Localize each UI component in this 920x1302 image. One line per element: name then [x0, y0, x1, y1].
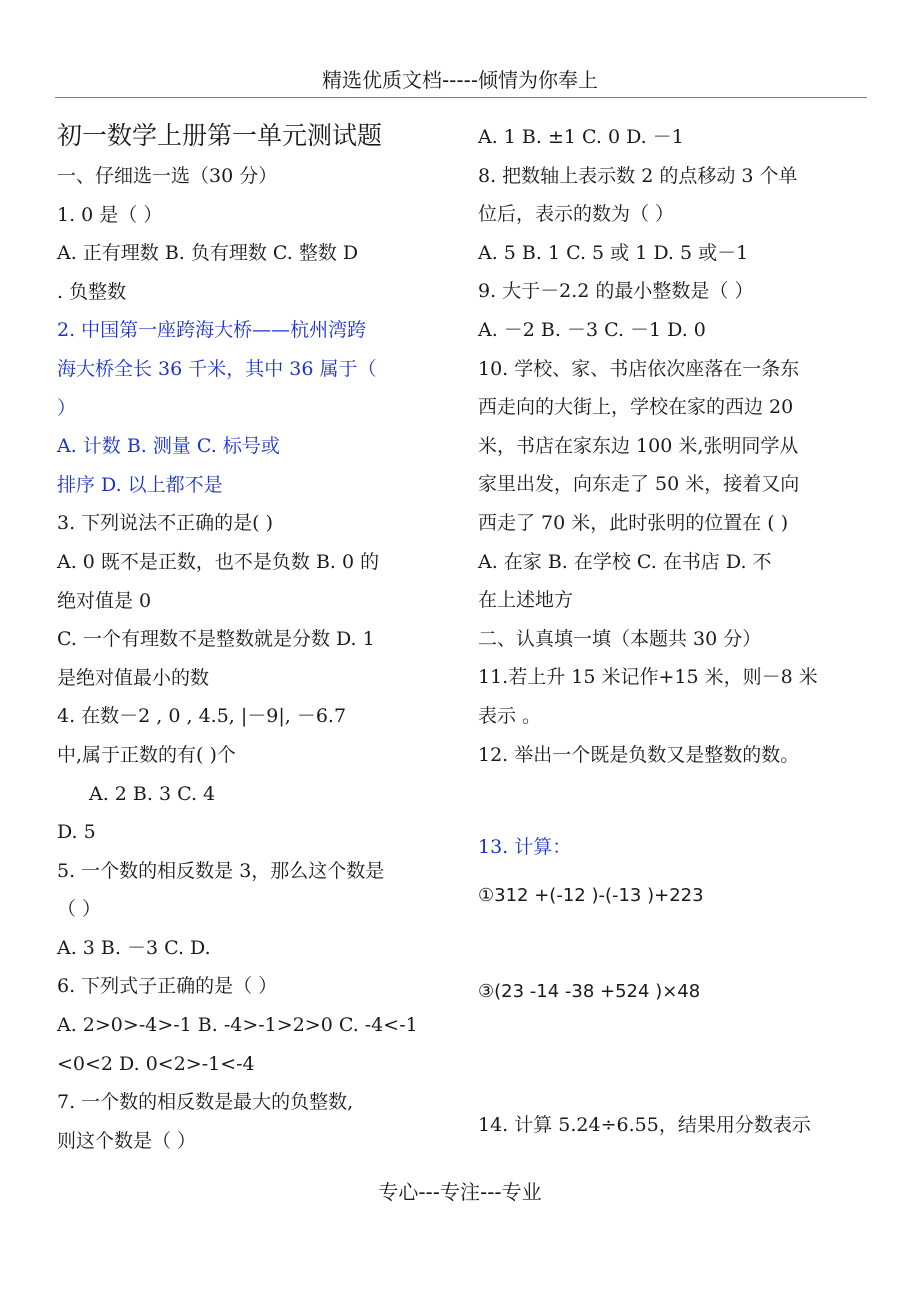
- question-8: 8. 把数轴上表示数 2 的点移动 3 个单: [478, 164, 798, 187]
- question-3-option-ab: A. 0 既不是正数，也不是负数 B. 0 的: [57, 550, 380, 573]
- section-heading-1: 一、仔细选一选（30 分）: [57, 165, 278, 187]
- right-column: [478, 118, 860, 1144]
- question-3-option-cd-cont: 是绝对值最小的数: [57, 666, 210, 689]
- question-3-option-ab-cont: 绝对值是 0: [57, 589, 152, 612]
- document-title: 初一数学上册第一单元测试题: [57, 121, 383, 150]
- question-4-options-cont: D. 5: [57, 821, 96, 844]
- question-6-options: A. 2>0>-4>-1 B. -4>-1>2>0 C. -4<-1: [57, 1014, 418, 1037]
- question-5-cont: （ ）: [57, 898, 102, 921]
- question-2-options: A. 计数 B. 测量 C. 标号或: [57, 435, 280, 458]
- question-10-cont-1: 西走向的大街上，学校在家的西边 20: [478, 396, 794, 419]
- question-2-cont: 海大桥全长 36 千米，其中 36 属于（: [57, 357, 377, 380]
- question-11-cont: 表示 。: [478, 704, 542, 727]
- question-2-cont-2: ）: [57, 396, 77, 419]
- question-7-options: A. 1 B. ±1 C. 0 D. －1: [478, 126, 684, 148]
- question-9-options: A. －2 B. －3 C. －1 D. 0: [478, 318, 706, 341]
- question-10-cont-4: 西走了 70 米，此时张明的位置在 ( ): [478, 511, 789, 534]
- question-13-part-1: ①312 +(-12 )-(-13 )+223: [478, 884, 704, 906]
- question-13-part-3: ③(23 -14 -38 +524 )×48: [478, 981, 701, 1003]
- spacer: [478, 1012, 860, 1106]
- header-divider: [55, 97, 867, 98]
- question-3: 3. 下列说法不正确的是( ): [57, 512, 274, 535]
- question-3-option-cd: C. 一个有理数不是整数就是分数 D. 1: [57, 628, 375, 651]
- question-2-options-cont: 排序 D. 以上都不是: [57, 473, 223, 496]
- question-11: 11.若上升 15 米记作+15 米，则－8 米: [478, 666, 818, 689]
- question-6: 6. 下列式子正确的是（ ）: [57, 975, 278, 998]
- question-14: 14. 计算 5.24÷6.55，结果用分数表示: [478, 1113, 811, 1136]
- question-10-options-cont: 在上述地方: [478, 589, 574, 612]
- page-header: 精选优质文档-----倾情为你奉上: [321, 68, 599, 92]
- question-5: 5. 一个数的相反数是 3，那么这个数是: [57, 859, 385, 882]
- question-6-options-cont: <0<2 D. 0<2>-1<-4: [57, 1052, 255, 1075]
- question-1-options-cont: . 负整数: [57, 280, 127, 303]
- question-12: 12. 举出一个既是负数又是整数的数。: [478, 743, 800, 766]
- question-4-options: A. 2 B. 3 C. 4: [89, 782, 216, 805]
- left-column: [57, 118, 435, 1160]
- spacer: [478, 867, 860, 877]
- question-1: 1. 0 是（ ）: [57, 203, 163, 226]
- question-13: 13. 计算：: [478, 836, 572, 859]
- question-4: 4. 在数－2 , 0 , 4.5, |－9|, －6.7: [57, 705, 347, 728]
- question-10-cont-2: 米，书店在家东边 100 米,张明同学从: [478, 434, 799, 457]
- question-8-options: A. 5 B. 1 C. 5 或 1 D. 5 或－1: [478, 241, 749, 264]
- question-4-cont: 中,属于正数的有( )个: [57, 743, 236, 766]
- question-9: 9. 大于－2.2 的最小整数是（ ）: [478, 280, 754, 303]
- page-footer: 专心---专注---专业: [378, 1180, 542, 1204]
- question-7-cont: 则这个数是（ ）: [57, 1129, 197, 1152]
- question-7: 7. 一个数的相反数是最大的负整数,: [57, 1091, 354, 1114]
- question-10-options: A. 在家 B. 在学校 C. 在书店 D. 不: [478, 550, 772, 573]
- question-10: 10. 学校、家、书店依次座落在一条东: [478, 357, 800, 380]
- question-2: 2. 中国第一座跨海大桥——杭州湾跨: [57, 319, 367, 342]
- section-heading-2: 二、认真填一填（本题共 30 分）: [478, 627, 762, 650]
- spacer: [478, 774, 860, 828]
- question-1-options: A. 正有理数 B. 负有理数 C. 整数 D: [57, 242, 359, 265]
- spacer: [478, 915, 860, 973]
- question-8-cont: 位后，表示的数为（ ）: [478, 203, 675, 226]
- question-10-cont-3: 家里出发，向东走了 50 米，接着又向: [478, 473, 800, 496]
- question-5-options: A. 3 B. －3 C. D.: [57, 936, 211, 959]
